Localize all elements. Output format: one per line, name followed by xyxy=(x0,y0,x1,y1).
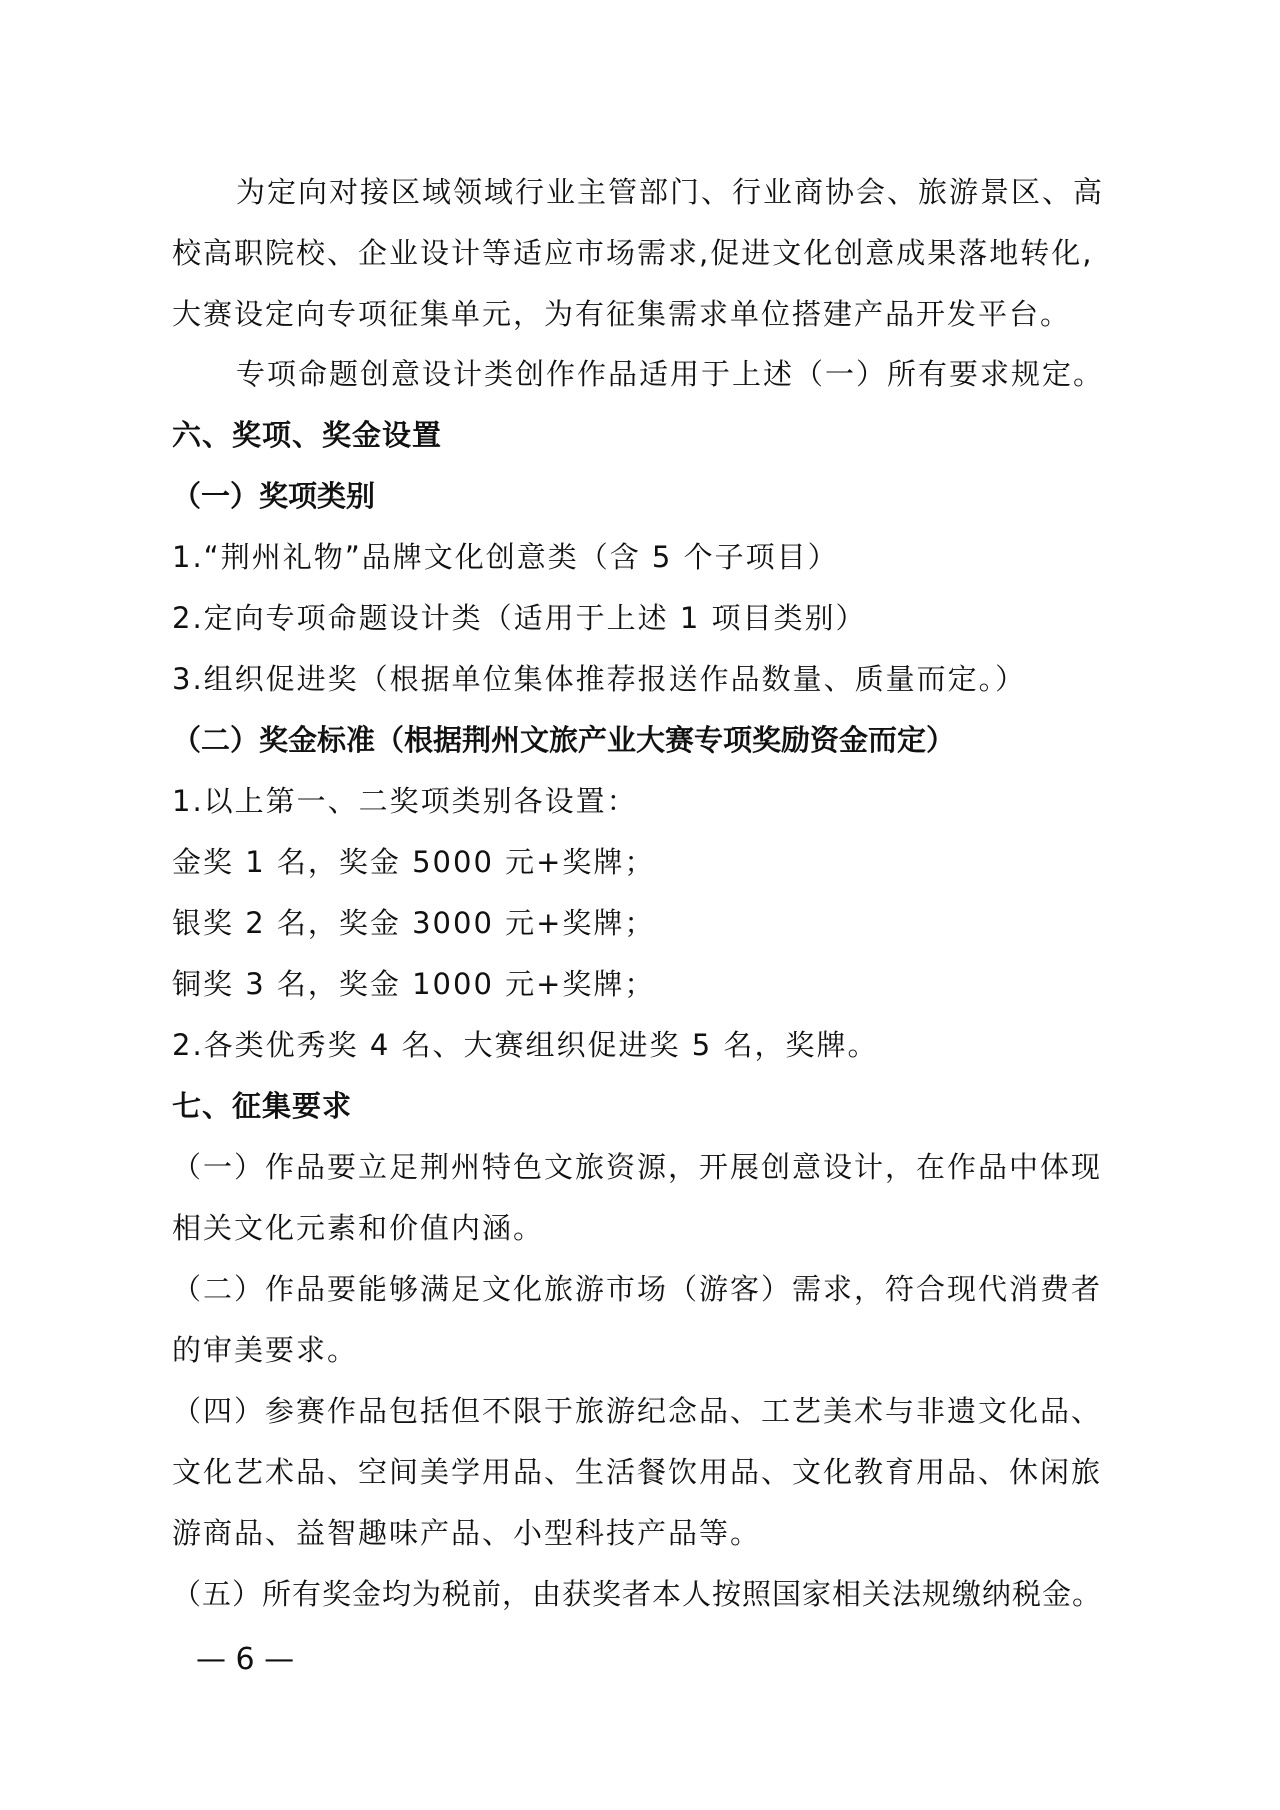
requirement-line-1: （一）作品要立足荆州特色文旅资源，开展创意设计，在作品中体现 xyxy=(172,1150,1103,1184)
section6-title: 六、奖项、奖金设置 xyxy=(172,418,443,452)
award-category-2: 2.定向专项命题设计类（适用于上述 1 项目类别） xyxy=(172,601,867,635)
requirement-line-6: 文化艺术品、空间美学用品、生活餐饮用品、文化教育用品、休闲旅 xyxy=(172,1455,1103,1489)
intro-line-3: 大赛设定向专项征集单元，为有征集需求单位搭建产品开发平台。 xyxy=(172,297,1072,331)
section6-sub2-title: （二）奖金标准（根据荆州文旅产业大赛专项奖励资金而定） xyxy=(172,723,956,757)
intro-line-2: 校高职院校、企业设计等适应市场需求,促进文化创意成果落地转化, xyxy=(172,236,1094,270)
requirement-line-7: 游商品、益智趣味产品、小型科技产品等。 xyxy=(172,1516,762,1550)
silver-prize: 银奖 2 名，奖金 3000 元+奖牌； xyxy=(172,906,656,940)
award-category-1: 1.“荆州礼物”品牌文化创意类（含 5 个子项目） xyxy=(172,540,839,574)
prize-setting-intro: 1.以上第一、二奖项类别各设置： xyxy=(172,784,638,818)
requirement-line-2: 相关文化元素和价值内涵。 xyxy=(172,1211,545,1245)
rule-paragraph: 专项命题创意设计类创作作品适用于上述（一）所有要求规定。 xyxy=(236,357,1105,391)
award-category-3: 3.组织促进奖（根据单位集体推荐报送作品数量、质量而定。） xyxy=(172,662,1027,696)
section7-title: 七、征集要求 xyxy=(172,1089,353,1123)
requirement-line-4: 的审美要求。 xyxy=(172,1333,359,1367)
section6-sub1-title: （一）奖项类别 xyxy=(172,479,376,513)
requirement-line-8: （五）所有奖金均为税前，由获奖者本人按照国家相关法规缴纳税金。 xyxy=(172,1577,1103,1611)
bronze-prize: 铜奖 3 名，奖金 1000 元+奖牌； xyxy=(172,967,656,1001)
requirement-line-5: （四）参赛作品包括但不限于旅游纪念品、工艺美术与非遗文化品、 xyxy=(172,1394,1103,1428)
page-number: — 6 — xyxy=(196,1642,295,1677)
excellence-prize: 2.各类优秀奖 4 名、大赛组织促进奖 5 名，奖牌。 xyxy=(172,1028,879,1062)
requirement-line-3: （二）作品要能够满足文化旅游市场（游客）需求，符合现代消费者 xyxy=(172,1272,1103,1306)
intro-line-1: 为定向对接区域领域行业主管部门、行业商协会、旅游景区、高 xyxy=(236,175,1105,209)
gold-prize: 金奖 1 名，奖金 5000 元+奖牌； xyxy=(172,845,656,879)
